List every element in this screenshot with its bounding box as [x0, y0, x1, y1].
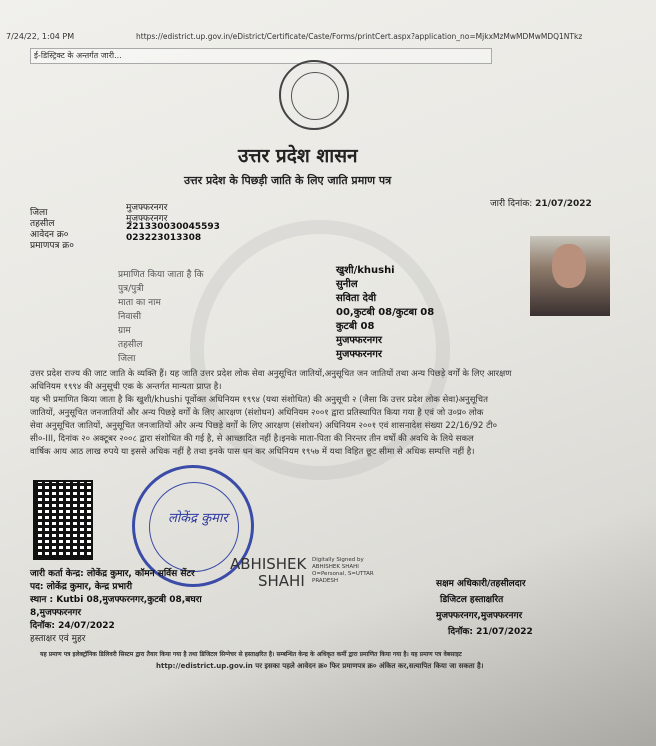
issuer-line: 8,मुजफ्फरनगर: [30, 608, 82, 618]
person-value: मुजफ्फरनगर: [336, 349, 382, 360]
person-value: मुजफ्फरनगर: [336, 335, 382, 346]
person-row: [118, 318, 375, 336]
person-label: तहसील: [118, 340, 143, 350]
bottom-note-2: http://edistrict.up.gov.in पर इसका पहले आवेदन क्र० फिर प्रमाणपत्र क्र० अंकित कर,सत्यापित किया जा सकता है।: [156, 662, 484, 670]
digital-sign-line: PRADESH: [312, 578, 339, 584]
issuer-line: पद: लोकेंद्र कुमार, केन्द्र प्रभारी: [30, 582, 133, 592]
print-datetime: 7/24/22, 1:04 PM: [6, 32, 75, 41]
person-row: [118, 332, 382, 350]
person-label: माता का नाम: [118, 298, 161, 308]
top-note-box: [30, 48, 492, 64]
meta-value: मुजफ्फरनगर: [126, 203, 168, 213]
authority-block: [436, 576, 533, 638]
emblem-inner-ring: [291, 72, 339, 120]
person-label: प्रमाणित किया जाता है कि: [118, 270, 204, 280]
person-row: [118, 262, 395, 280]
issuer-line: स्थान : Kutbi 08,मुजफ्फरनगर,कुटबी 08,बघरा: [30, 595, 202, 605]
person-row: [118, 290, 377, 308]
digital-sign-name-2: SHAHI: [258, 572, 305, 590]
person-row: [118, 276, 358, 294]
meta-label: जिला: [30, 208, 48, 218]
person-value: 00,कुटबी 08/कुटबा 08: [336, 307, 435, 318]
doc-subtitle: उत्तर प्रदेश के पिछड़ी जाति के लिए जाति प्रमाण पत्र: [184, 174, 392, 187]
meta-row: [30, 211, 168, 229]
digital-sign-name-1: ABHISHEK: [230, 555, 307, 573]
person-label: निवासी: [118, 312, 142, 322]
issuer-block: [30, 566, 202, 643]
issuer-line: जारी कर्ता केन्द्र: लोकेंद्र कुमार, कॉमन सर्विस सेंटर: [30, 569, 195, 579]
applicant-photo: [530, 236, 610, 316]
para-line: वार्षिक आय आठ लाख रुपये या इससे अधिक नहीं है तथा इनके पास धन कर अधिनियम १९५७ में यथा विहित छूट सीमा से अधिक सम्पत्ति नहीं है।: [30, 447, 475, 457]
seal-inner-ring: [149, 482, 239, 572]
person-label: ग्राम: [118, 326, 131, 336]
person-value: कुटबी 08: [336, 321, 375, 332]
top-note: ई-डिस्ट्रिक्ट के अन्तर्गत जारी...: [34, 51, 122, 60]
person-value: सुनील: [336, 279, 358, 290]
meta-row: [30, 233, 202, 251]
meta-value: 023223013308: [126, 233, 202, 243]
para-line: सेवा अनुसूचित जातियों, अनुसूचित जनजातियों और अन्य पिछड़े वर्गों के लिए आरक्षण (संशोधन) अधिनियम २००१ एवं शासनादेश संख्या 22/16/92 टी०: [30, 421, 498, 431]
digital-signature: [230, 556, 306, 590]
authority-date: 21/07/2022: [476, 627, 533, 637]
person-block: [118, 262, 435, 364]
person-label: पुत्र/पुत्री: [118, 284, 144, 294]
meta-value: मुजफ्फरनगर: [126, 214, 168, 224]
issuer-date-label: दिनॉक:: [30, 621, 55, 631]
person-label: जिला: [118, 354, 136, 364]
person-value: खुशी/khushi: [336, 265, 395, 276]
digital-sign-line: O=Personal, S=UTTAR: [312, 571, 374, 577]
authority-line: डिजिटल हस्ताक्षरित: [440, 595, 504, 605]
digital-sign-line: ABHISHEK SHAHI: [312, 564, 359, 570]
person-value: सविता देवी: [336, 293, 377, 304]
meta-label: तहसील: [30, 219, 55, 229]
para-line: सी०-III, दिनांक २० अक्टूबर २००८ द्वारा संशोधित की गई है, से आच्छादित नहीं है।इनके माता-पिता की निरन्तर तीन वर्षों की अवधि के लिये सकल: [30, 434, 474, 444]
up-govt-emblem-icon: [279, 60, 349, 130]
digital-sign-details: [312, 557, 374, 585]
authority-line: सक्षम अधिकारी/तहसीलदार: [436, 579, 526, 589]
photo-face: [552, 244, 586, 288]
digital-sign-line: Digitally Signed by: [312, 557, 364, 563]
seal-signature: लोकेंद्र कुमार: [168, 511, 228, 526]
meta-block: [30, 200, 220, 251]
issue-date-label: जारी दिनांक:: [490, 199, 533, 209]
issuer-date: 24/07/2022: [58, 621, 115, 631]
meta-label: प्रमाणपत्र क्र०: [30, 241, 74, 251]
issuer-date-line: [30, 618, 202, 631]
authority-date-line: [436, 624, 533, 638]
authority-date-label: दिनॉक:: [448, 627, 473, 637]
para-line: यह भी प्रमाणित किया जाता है कि खुशी/khushi पूर्वोक्त अधिनियम १९९४ (यथा संशोधित) की अनुसूची २ (जैसा कि उत्तर प्रदेश लोक सेवा)अनुसूचित: [30, 395, 488, 405]
qr-code: [33, 480, 93, 560]
para-line: जातियों, अनुसूचित जनजातियों और अन्य पिछड़े वर्गों के लिए आरक्षण (संशोधन) अधिनियम २००१ द्वारा प्रतिस्थापित किया गया है एवं जो उ०प्र० लोक: [30, 408, 484, 418]
para-line: उत्तर प्रदेश राज्य की जाट जाति के व्यक्ति हैं। यह जाति उत्तर प्रदेश लोक सेवा अनुसूचित जातियों,अनुसूचित जन जातियों तथा अन्य पिछड़े वर्गों के लिए आरक्षण: [30, 369, 512, 379]
authority-line: मुजफ्फरनगर,मुजफ्फरनगर: [436, 611, 523, 621]
person-row: [118, 304, 435, 322]
issue-date-line: [490, 196, 592, 209]
para-line: अधिनियम १९९४ की अनुसूची एक के अन्तर्गत मान्यता प्राप्त है।: [30, 382, 222, 392]
issue-date: 21/07/2022: [535, 199, 592, 209]
meta-value: 221330030045593: [126, 222, 220, 232]
meta-row: [30, 200, 168, 218]
doc-title: उत्तर प्रदेश शासन: [238, 145, 358, 167]
print-url: https://edistrict.up.gov.in/eDistrict/Certificate/Caste/Forms/printCert.aspx?application_no=MjkxMzMwMDMwMDQ1NTkz: [136, 32, 583, 41]
meta-label: आवेदन क्र०: [30, 230, 69, 240]
bottom-note-1: यह प्रमाण पत्र इलेक्ट्रॉनिक डिलिवरी सिस्टम द्वारा तैयार किया गया है तथा डिजिटल सिग्नेचर से हस्ताक्षरित है। सम्बन्धित केन्द्र के अधिकृत कर्मी द्वारा प्रमाणित किया गया है। यह प्रमाण पत्र वेबसाइट: [40, 651, 462, 658]
person-row: [118, 346, 382, 364]
issuer-footer: हस्ताक्षर एवं मुहर: [30, 634, 86, 644]
